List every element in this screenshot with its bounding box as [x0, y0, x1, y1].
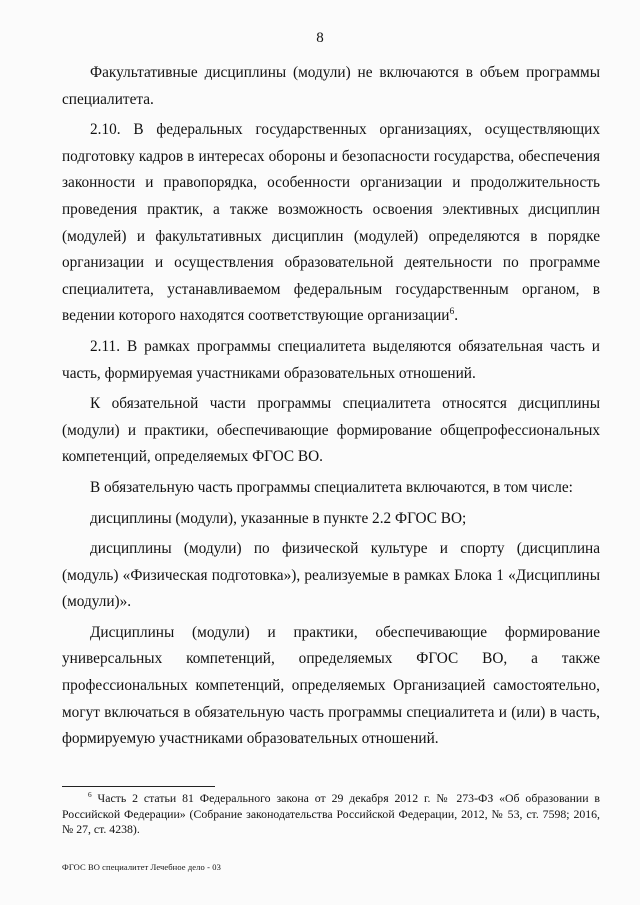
paragraph-2-10	[62, 117, 600, 330]
paragraph-2-10-text: 2.10. В федеральных государственных организациях, осуществляющих подготовку кадров в интересах обороны и безопасности государства, обеспечения законности и правопорядка, особенности организации и продолжительность проведения практик, а также возможность освоения элективных дисциплин (модулей) и факультативных дисциплин (модулей) определяются в порядке организации и осуществления образовательной деятельности по программе специалитета, устанавливаемом федеральным государственным органом, в ведении которого находятся соответствующие организации	[62, 121, 600, 325]
paragraph-universal-competencies: Дисциплины (модули) и практики, обеспечивающие формирование универсальных компетенций, определяемых ФГОС ВО, а также профессиональных компетенций, определяемых Организацией самостоятельно, могут включаться в обязательную часть программы специалитета и (или) в часть, формируемую участниками образовательных отношений.	[62, 623, 600, 748]
paragraph-optional-disciplines: Факультативные дисциплины (модули) не включаются в объем программы специалитета.	[62, 64, 600, 108]
body-text	[62, 60, 600, 757]
page-number: 8	[316, 30, 324, 46]
paragraph-disciplines-2-2: дисциплины (модули), указанные в пункте 2.2 ФГОС ВО;	[90, 509, 467, 527]
paragraph-mandatory-includes: В обязательную часть программы специалитета включаются, в том числе:	[90, 478, 573, 496]
footnote-separator	[62, 786, 215, 787]
paragraph-mandatory-part: К обязательной части программы специалитета относятся дисциплины (модули) и практики, обеспечивающие формирование общепрофессиональных компетенций, определяемых ФГОС ВО.	[62, 395, 600, 466]
footnote-marker: 6	[88, 790, 92, 800]
page-footer: ФГОС ВО специалитет Лечебное дело - 03	[62, 862, 221, 872]
paragraph-2-10-end: .	[454, 307, 459, 325]
paragraph-physical-training: дисциплины (модули) по физической культуре и спорту (дисциплина (модуль) «Физическая подготовка»), реализуемые в рамках Блока 1 «Дисциплины (модули)».	[62, 540, 600, 611]
footnote-reference[interactable]: 6	[449, 307, 455, 318]
paragraph-2-11: 2.11. В рамках программы специалитета выделяются обязательная часть и часть, формируемая участниками образовательных отношений.	[62, 337, 600, 382]
footnote-text: Часть 2 статьи 81 Федерального закона от 29 декабря 2012 г. № 273-ФЗ «Об образовании в Российской Федерации» (Собрание законодательства Российской Федерации, 2012, № 53, ст. 7598; 2016, № 27, ст. 4238).	[62, 791, 600, 837]
footnote	[62, 791, 600, 838]
